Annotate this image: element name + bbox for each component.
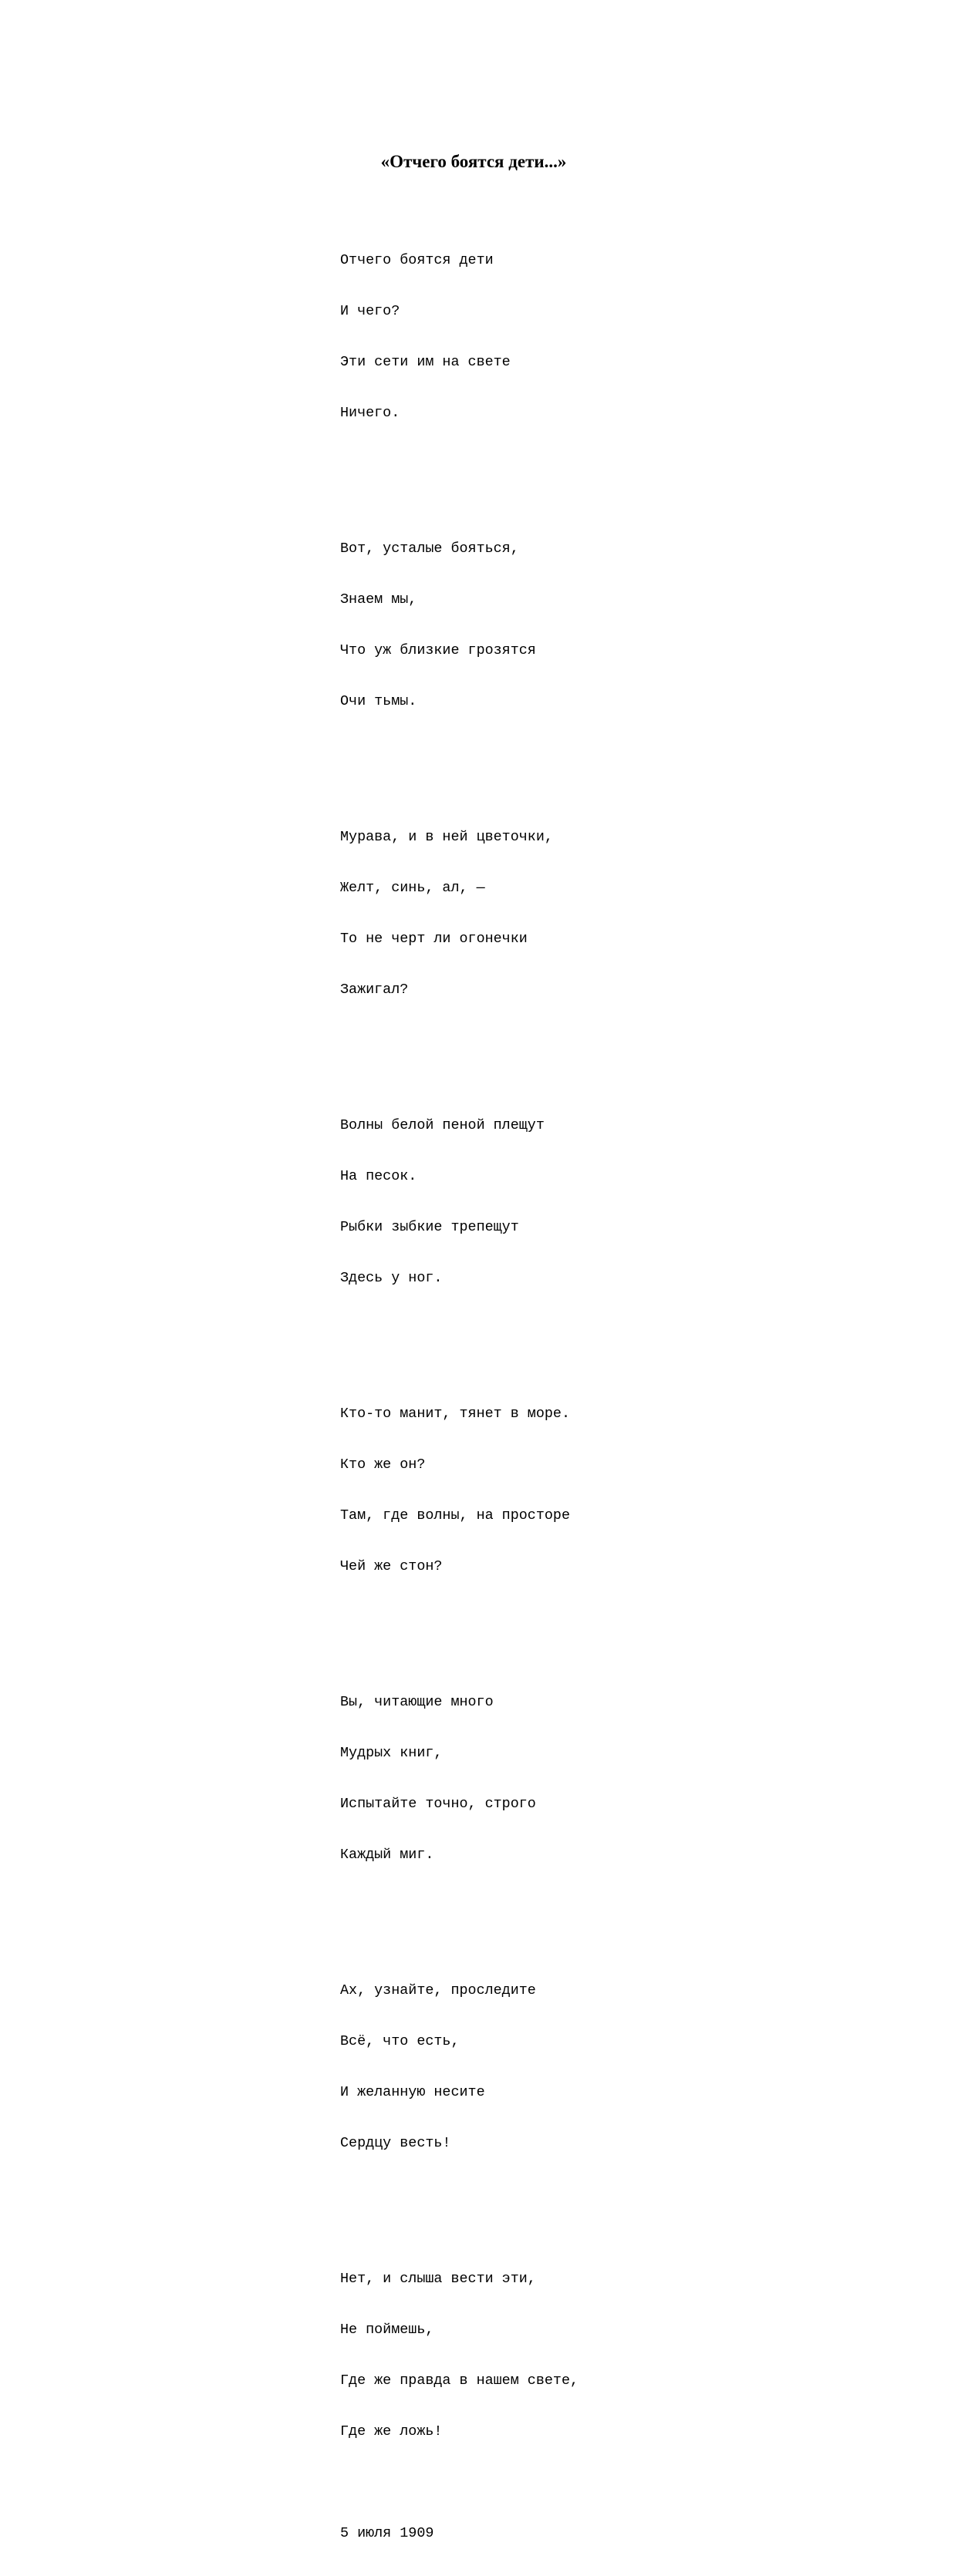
poem-line: Испытайте точно, строго <box>340 1796 536 1812</box>
poem-line: Что уж близкие грозятся <box>340 642 536 658</box>
poem-line: Сердцу весть! <box>340 2135 451 2151</box>
poem-line: Где же правда в нашем свете, <box>340 2372 579 2389</box>
poem-line: Эти сети им на свете <box>340 354 511 370</box>
stanza <box>340 1372 579 1609</box>
poem-line: На песок. <box>340 1168 417 1184</box>
stanza <box>340 507 579 744</box>
poem-line: Не поймешь, <box>340 2322 434 2338</box>
poem-line: Чей же стон? <box>340 1558 443 1574</box>
poem-line: Ничего. <box>340 405 400 421</box>
poem-line: Мудрых книг, <box>340 1745 443 1761</box>
stanza <box>340 2237 579 2474</box>
poem-line: Кто же он? <box>340 1456 426 1473</box>
poem-line: Всё, что есть, <box>340 2033 460 2049</box>
stanza <box>340 218 579 456</box>
poem-line: Рыбки зыбкие трепещут <box>340 1219 519 1235</box>
poem-line: Очи тьмы. <box>340 693 417 709</box>
stanza <box>340 795 579 1032</box>
poem-line: Здесь у ног. <box>340 1270 443 1286</box>
poem-body <box>340 184 579 2576</box>
poem-line: Отчего боятся дети <box>340 252 494 268</box>
poem-line: То не черт ли огонечки <box>340 931 528 947</box>
poem-line: Желт, синь, ал, — <box>340 880 485 896</box>
poem-line: Мурава, и в ней цветочки, <box>340 829 553 845</box>
stanza <box>340 1083 579 1321</box>
poem-line: Ах, узнайте, проследите <box>340 1982 536 1999</box>
poem-line: Нет, и слыша вести эти, <box>340 2271 536 2287</box>
poem-title: «Отчего боятся дети...» <box>380 152 567 171</box>
stanza <box>340 1948 579 2186</box>
poem-line: Волны белой пеной плещут <box>340 1117 545 1133</box>
poem-line: Где же ложь! <box>340 2423 443 2440</box>
poem-line: Каждый миг. <box>340 1847 434 1863</box>
poem-line: Там, где волны, на просторе <box>340 1507 570 1524</box>
poem-line: Зажигал? <box>340 982 409 998</box>
poem-line: Вы, читающие много <box>340 1694 494 1710</box>
poem-line: Кто-то манит, тянет в море. <box>340 1406 570 1422</box>
poem-line: Вот, усталые бояться, <box>340 540 519 557</box>
stanza <box>340 1660 579 1897</box>
poem-line: И желанную несите <box>340 2084 485 2100</box>
poem-date: 5 июля 1909 <box>340 2525 434 2541</box>
poem-line: И чего? <box>340 303 400 319</box>
poem-line: Знаем мы, <box>340 591 417 608</box>
